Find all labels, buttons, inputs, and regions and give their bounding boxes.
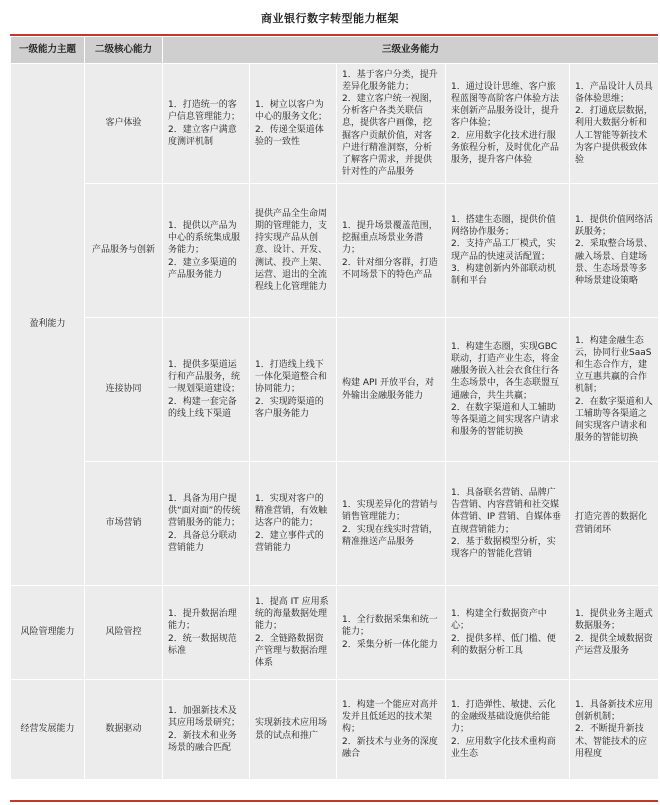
capability-item: 2．统一数据规范标准 bbox=[168, 633, 237, 656]
capability-item: 1．提供多渠道运行和产品服务，统一规划渠道建设； bbox=[168, 360, 241, 395]
capability-item: 2．建立事件式的营销能力 bbox=[255, 530, 324, 553]
capability-item: 2．建立客户满意度测评机制 bbox=[168, 124, 237, 147]
header-theme: 一级能力主题 bbox=[11, 37, 85, 64]
capability-item: 2．在数字渠道和人工辅助等各渠道之间实现客户请求和服务的智能切换 bbox=[575, 396, 653, 443]
business-capability-cell bbox=[446, 318, 570, 462]
capability-item: 2．传递全渠道体验的一致性 bbox=[255, 124, 324, 147]
capability-item: 1．产品设计人员具备体验思维； bbox=[575, 82, 653, 105]
capability-item: 1．提升场景覆盖范围，挖掘重点场景业务潜力； bbox=[342, 221, 438, 256]
capability-item: 2．构建一套完备的线上线下渠道 bbox=[168, 396, 237, 419]
capability-item: 2．建立多渠道的产品服务能力 bbox=[168, 257, 237, 280]
capability-item: 构建 API 开放平台，对外输出金融服务能力 bbox=[342, 378, 434, 401]
capability-item: 1．基于客户分类，提升差异化服务能力； bbox=[342, 70, 438, 93]
business-capability-cell bbox=[337, 462, 446, 586]
capability-item: 1．全行数据采集和统一能力； bbox=[342, 615, 438, 638]
business-capability-cell bbox=[163, 680, 250, 780]
capability-item: 2．新技术和业务场景的融合匹配 bbox=[168, 730, 237, 753]
capability-item: 2．支持产品工厂模式，实现产品的快速灵活配置； bbox=[451, 239, 556, 262]
business-capability-cell bbox=[337, 680, 446, 780]
capability-item: 2．采取整合场景、融入场景、自建场景、生态场景等多种场景建设策略 bbox=[575, 239, 653, 286]
capability-item: 1．提供业务主题式数据服务； bbox=[575, 609, 653, 632]
business-capability-cell bbox=[570, 64, 659, 184]
capability-item: 2．应用数字化技术进行服务旅程分析，及时优化产品服务，提升客户体验 bbox=[451, 130, 560, 165]
capability-item: 2．全链路数据资产管理与数据治理体系 bbox=[255, 633, 328, 668]
business-capability-cell bbox=[163, 318, 250, 462]
header-row bbox=[11, 37, 659, 64]
core-capability-cell: 市场营销 bbox=[85, 462, 163, 586]
capability-item: 2．不断提升新技术、智能技术的应用程度 bbox=[575, 724, 648, 759]
capability-item: 2．在数字渠道和人工辅助等各渠道之间实现客户请求和服务的智能切换 bbox=[451, 402, 560, 437]
business-capability-cell bbox=[163, 462, 250, 586]
business-capability-cell bbox=[337, 318, 446, 462]
business-capability-cell bbox=[163, 64, 250, 184]
business-capability-cell bbox=[337, 184, 446, 318]
core-capability-cell: 客户体验 bbox=[85, 64, 163, 184]
business-capability-cell bbox=[446, 184, 570, 318]
capability-item: 1．具备为用户提供“面对面”的传统营销服务的能力； bbox=[168, 494, 241, 529]
business-capability-cell bbox=[250, 586, 337, 680]
capability-item: 提供产品全生命周期的管理能力，支持实现产品从创意、设计、开发、测试、投产上架、运营、退出的全流程线上化管理能力 bbox=[255, 209, 328, 292]
capability-item: 1．树立以客户为中心的服务文化； bbox=[255, 100, 328, 123]
business-capability-cell bbox=[337, 64, 446, 184]
page-title: 商业银行数字转型能力框架 bbox=[261, 12, 399, 25]
bottom-divider bbox=[10, 800, 658, 802]
core-capability-cell: 连接协同 bbox=[85, 318, 163, 462]
theme-cell: 盈利能力 bbox=[11, 64, 85, 586]
capability-item: 2．打通底层数据，利用大数据分析和人工智能等新技术为客户提供极致体验 bbox=[575, 106, 653, 165]
capability-item: 2．实现在线实时营销，精准推送产品服务 bbox=[342, 524, 438, 547]
capability-item: 1．构建全行数据资产中心； bbox=[451, 609, 547, 632]
capability-item: 1．提升数据治理能力； bbox=[168, 609, 237, 632]
theme-cell: 风险管理能力 bbox=[11, 586, 85, 680]
capability-item: 1．通过设计思维、客户旅程蓝图等高阶客户体验方法来创新产品服务设计，提升客户体验； bbox=[451, 82, 560, 129]
capability-item: 1．实现对客户的精准营销，有效触达客户的能力； bbox=[255, 494, 328, 529]
capability-item: 打造完善的数据化营销闭环 bbox=[575, 512, 648, 535]
capability-item: 2．实现跨渠道的客户服务能力 bbox=[255, 396, 324, 419]
capability-item: 1．打造弹性、敏捷、云化的金融级基础设施供给能力； bbox=[451, 700, 556, 735]
table-row bbox=[11, 318, 659, 462]
business-capability-cell bbox=[570, 184, 659, 318]
business-capability-cell bbox=[570, 680, 659, 780]
capability-item: 2．基于数据模型分析，实现客户的智能化营销 bbox=[451, 536, 556, 559]
capability-item: 2．新技术与业务的深度融合 bbox=[342, 736, 438, 759]
capability-item: 1．提供以产品为中心的系统集成服务能力； bbox=[168, 221, 241, 256]
core-capability-cell: 风险管控 bbox=[85, 586, 163, 680]
capability-item: 2．具备总分联动营销能力 bbox=[168, 530, 237, 553]
business-capability-cell bbox=[446, 680, 570, 780]
business-capability-cell bbox=[163, 184, 250, 318]
header-third: 三级业务能力 bbox=[163, 37, 659, 64]
core-capability-cell: 产品服务与创新 bbox=[85, 184, 163, 318]
business-capability-cell bbox=[570, 318, 659, 462]
capability-item: 1．构建金融生态云，协同行业SaaS 和生态合作方，建立互惠共赢的合作机制； bbox=[575, 336, 652, 395]
capability-item: 1．提供价值网络活跃服务； bbox=[575, 215, 653, 238]
business-capability-cell bbox=[250, 64, 337, 184]
capability-item: 1．具备新技术应用创新机制； bbox=[575, 700, 653, 723]
table-row bbox=[11, 586, 659, 680]
table-row bbox=[11, 184, 659, 318]
capability-item: 2．提供全域数据资产运营及服务 bbox=[575, 633, 653, 656]
capability-item: 2．针对细分客群，打造不同场景下的特色产品 bbox=[342, 257, 438, 280]
business-capability-cell bbox=[163, 586, 250, 680]
capability-item: 1．具备联名营销、品牌广告营销、内容营销和社交媒体营销、IP 营销、自媒体垂直规营销能力； bbox=[451, 488, 561, 535]
capability-item: 1．打造统一的客户信息管理能力； bbox=[168, 100, 241, 123]
capability-item: 1．提高 IT 应用系统的海量数据处理能力； bbox=[255, 597, 329, 632]
business-capability-cell bbox=[446, 64, 570, 184]
capability-item: 实现新技术应用场景的试点和推广 bbox=[255, 718, 328, 741]
table-row bbox=[11, 462, 659, 586]
capability-table bbox=[10, 36, 659, 780]
business-capability-cell bbox=[250, 462, 337, 586]
table-row bbox=[11, 680, 659, 780]
capability-item: 2．建立客户统一视图，分析客户各类关联信息，提供客户画像，挖掘客户贡献价值，对客户进行精准洞察，分析了解客户需求，并提供针对性的产品服务 bbox=[342, 94, 438, 177]
header-core: 二级核心能力 bbox=[85, 37, 163, 64]
business-capability-cell bbox=[570, 462, 659, 586]
capability-item: 1．搭建生态圈，提供价值网络协作服务； bbox=[451, 215, 556, 238]
capability-item: 2．提供多样、低门槛、便利的数据分析工具 bbox=[451, 633, 556, 656]
business-capability-cell bbox=[337, 586, 446, 680]
capability-item: 1．实现差异化的营销与销售管理能力； bbox=[342, 500, 438, 523]
business-capability-cell bbox=[250, 680, 337, 780]
business-capability-cell bbox=[250, 318, 337, 462]
capability-item: 3．构建创新内外部联动机制和平台 bbox=[451, 263, 556, 286]
business-capability-cell bbox=[446, 462, 570, 586]
business-capability-cell bbox=[570, 586, 659, 680]
capability-item: 1．构建一个能应对高并发并且低延迟的技术架构； bbox=[342, 700, 438, 735]
capability-item: 1．构建生态圈，实现GBC联动，打造产业生态，将金融服务嵌入社会衣食住行各生态场景中，各生态联盟互通融合，共生共赢； bbox=[451, 342, 560, 401]
capability-item: 1．加强新技术及其应用场景研究； bbox=[168, 706, 241, 729]
business-capability-cell bbox=[446, 586, 570, 680]
capability-item: 2．应用数字化技术重构商业生态 bbox=[451, 736, 556, 759]
theme-cell: 经营发展能力 bbox=[11, 680, 85, 780]
business-capability-cell bbox=[250, 184, 337, 318]
core-capability-cell: 数据驱动 bbox=[85, 680, 163, 780]
capability-item: 2．采集分析一体化能力 bbox=[342, 639, 438, 650]
table-row bbox=[11, 64, 659, 184]
capability-item: 1．打造线上线下一体化渠道整合和协同能力； bbox=[255, 360, 328, 395]
